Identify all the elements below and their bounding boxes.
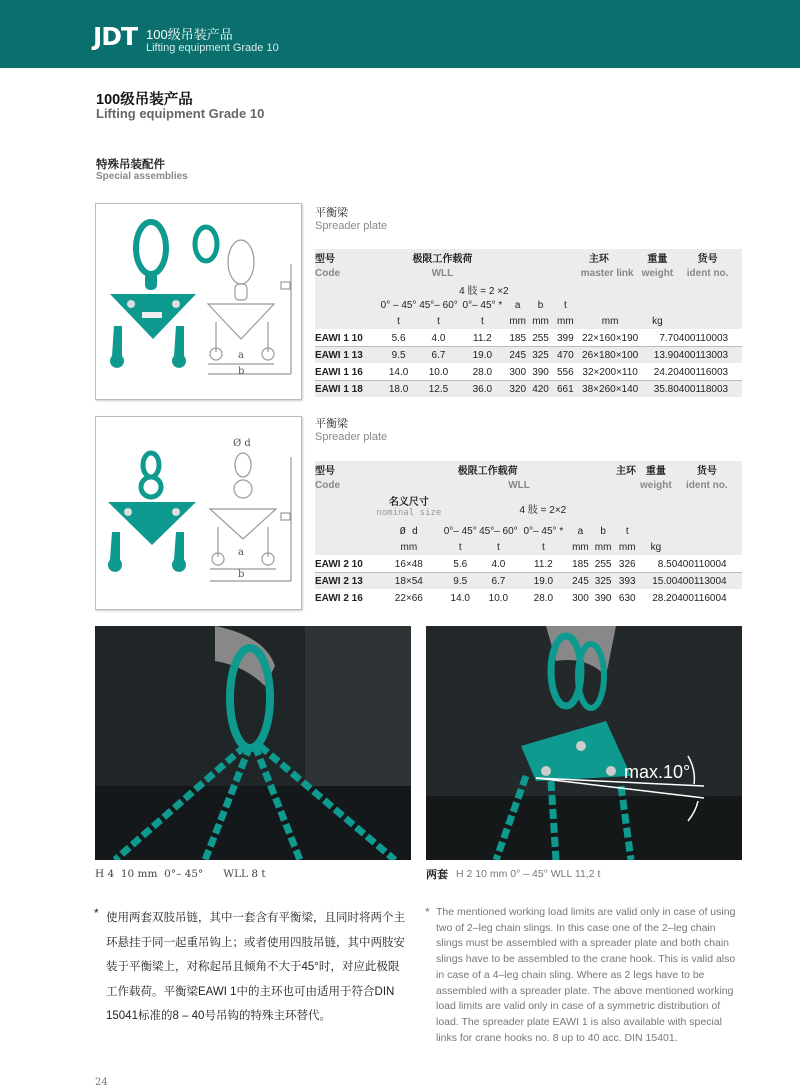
- value-cell: 255: [594, 558, 612, 570]
- value-cell: 325: [592, 573, 615, 590]
- legs-label: 4 肢 = 2 ×2: [379, 281, 529, 297]
- section-title-en: Special assemblies: [96, 171, 188, 182]
- value-cell: 9.5: [379, 347, 419, 364]
- dimension-a-label: a: [238, 547, 244, 558]
- ident-header-cn: 货号: [672, 461, 742, 477]
- value-cell: 661: [552, 381, 579, 398]
- ident-cell: 0400110004: [671, 558, 727, 570]
- product2-name-cn: 平衡梁: [315, 418, 348, 430]
- value-cell: 255: [532, 332, 549, 344]
- value-cell: 18×54: [376, 573, 441, 590]
- value-cell: 28.2: [652, 592, 672, 604]
- table-row: [315, 364, 742, 381]
- unit-cell: t: [441, 539, 479, 556]
- unit-cell: mm: [614, 539, 640, 556]
- value-cell: 28.0: [533, 592, 554, 604]
- weight-header-cn: 重量: [640, 461, 672, 477]
- dimension-b-label: b: [238, 366, 245, 377]
- code-cell: EAWI 2 10: [315, 558, 363, 570]
- value-cell: 300: [572, 592, 589, 604]
- value-cell: 32×200×110: [582, 366, 638, 378]
- value-cell: 630: [618, 592, 636, 604]
- value-cell: 26×180×100: [579, 347, 642, 364]
- code-header-en: Code: [315, 265, 379, 281]
- angle-header: 0°– 45° *: [518, 523, 569, 539]
- value-cell: 7.7: [659, 332, 674, 344]
- value-cell: 36.0: [458, 381, 506, 398]
- unit-cell: mm: [569, 539, 592, 556]
- value-cell: 14.0: [388, 366, 409, 378]
- value-cell: 35.8: [642, 381, 674, 398]
- value-cell: 11.2: [473, 332, 492, 344]
- unit-cell: mm: [579, 313, 642, 330]
- value-cell: 38×260×140: [579, 381, 642, 398]
- value-cell: 28.0: [472, 366, 493, 378]
- spreader-angle-photo: [426, 626, 742, 860]
- nominal-size-cn: 名义尺寸: [388, 497, 429, 508]
- value-cell: 11.2: [534, 558, 553, 570]
- dim-header: t: [614, 523, 640, 539]
- angle-header: 0° – 45°: [379, 297, 419, 313]
- value-cell: 245: [569, 573, 592, 590]
- nominal-size-en: nominal size: [376, 508, 442, 518]
- value-cell: 390: [594, 592, 612, 604]
- unit-cell: t: [518, 539, 569, 556]
- value-cell: 13.9: [642, 347, 674, 364]
- value-cell: 300: [509, 366, 527, 378]
- wll-header-en: WLL: [376, 477, 591, 493]
- ident-cell: 0400113004: [672, 573, 742, 590]
- code-cell: EAWI 2 16: [315, 592, 363, 604]
- value-cell: 10.0: [488, 592, 509, 604]
- unit-cell: mm: [376, 539, 441, 556]
- master-link-header-cn: 主环: [506, 249, 641, 265]
- unit-cell: mm: [506, 313, 529, 330]
- dimension-b-label: b: [238, 569, 245, 580]
- dim-header: a: [569, 523, 592, 539]
- value-cell: 19.0: [458, 347, 506, 364]
- code-cell: EAWI 1 13: [315, 347, 379, 364]
- footnote-cn: 使用两套双肢吊链，其中一套含有平衡梁，且同时将两个主环悬挂于同一起重吊钩上；或者使用四肢吊链，其中两肢安装于平衡梁上，对称起吊且倾角不大于45°时，对应此极限工作载荷。平衡梁EAWI 1中的主环也可由适用于符合DIN 15041标准的8 – 40号吊钩的特殊主环替代。: [106, 912, 405, 1022]
- value-cell: 24.2: [653, 366, 674, 378]
- wll-header-en: WLL: [379, 265, 507, 281]
- value-cell: 16×48: [394, 558, 423, 570]
- table-row: [315, 556, 742, 573]
- value-cell: 325: [529, 347, 552, 364]
- value-cell: 393: [614, 573, 640, 590]
- photo2-caption-cn: 两套: [426, 869, 448, 881]
- angle-header: 0°– 45° *: [458, 297, 506, 313]
- table-row: [315, 573, 742, 590]
- value-cell: 22×160×190: [582, 332, 639, 344]
- code-cell: EAWI 2 13: [315, 573, 376, 590]
- ident-cell: 0400110003: [673, 332, 729, 344]
- value-cell: 9.5: [441, 573, 479, 590]
- unit-cell: t: [379, 313, 419, 330]
- value-cell: 12.5: [419, 381, 459, 398]
- code-header-en: Code: [315, 477, 376, 493]
- value-cell: 399: [556, 332, 574, 344]
- photo-spreader-angle: [426, 626, 742, 860]
- value-cell: 6.7: [479, 573, 518, 590]
- code-cell: EAWI 1 10: [315, 332, 363, 344]
- four-leg-chain-photo: [95, 626, 411, 860]
- table-row: [315, 330, 742, 347]
- note-cn-asterisk: *: [94, 906, 99, 920]
- wll-header-cn: 极限工作载荷: [379, 249, 507, 265]
- product1-name-cn: 平衡梁: [315, 207, 348, 219]
- brand-logo: JDT: [93, 22, 138, 51]
- weight-header-en: weight: [642, 265, 674, 281]
- value-cell: 470: [552, 347, 579, 364]
- page-number: 24: [95, 1077, 108, 1088]
- dim-header: b: [529, 297, 552, 313]
- page-title-en: Lifting equipment Grade 10: [96, 106, 265, 121]
- ident-header-cn: 货号: [673, 249, 742, 265]
- value-cell: 6.7: [419, 347, 459, 364]
- value-cell: 8.5: [657, 558, 672, 570]
- product1-spec-table: [315, 249, 742, 397]
- dim-header: b: [592, 523, 615, 539]
- ident-cell: 0400118003: [673, 381, 742, 398]
- weight-header-cn: 重量: [642, 249, 674, 265]
- code-cell: EAWI 1 16: [315, 366, 363, 378]
- value-cell: 245: [506, 347, 529, 364]
- note-en-asterisk: *: [425, 905, 430, 919]
- table-head-cn-row: [315, 249, 742, 265]
- value-cell: 5.6: [391, 332, 406, 344]
- dimension-d-label: Ø d: [233, 438, 251, 449]
- value-cell: 320: [506, 381, 529, 398]
- footnote-en: The mentioned working load limits are valid only in case of using two of 2–leg chain slings. In this case one of the 2–leg chain slings must be assembled with a spreader plate and both chain slings have to be assembled to the crane hook. This is valid also in case of a 4–leg chain sling. Where as 2 legs have to be assembled with a spreader plate. The above mentioned working load limits are valid only in case of a symmetric distribution of load. The spreader plate EAWI 1 is also available with special links for crane hooks no. 8 up to 40 acc. DIN 15401.: [436, 906, 736, 1044]
- value-cell: 420: [529, 381, 552, 398]
- header-title-cn: 100级吊装产品: [146, 27, 233, 42]
- ident-cell: 0400116004: [671, 592, 727, 604]
- unit-cell: t: [458, 313, 506, 330]
- product2-spec-table: [315, 461, 742, 606]
- spreader-plate-2-illustration: [96, 417, 301, 609]
- value-cell: 556: [556, 366, 574, 378]
- table-row: [315, 347, 742, 364]
- page-title-cn: 100级吊装产品: [96, 92, 193, 108]
- product2-image-box: [95, 416, 302, 610]
- unit-cell: t: [419, 313, 459, 330]
- unit-cell: mm: [529, 313, 552, 330]
- code-header-cn: 型号: [315, 249, 379, 265]
- diameter-header: Ø d: [376, 523, 441, 539]
- value-cell: 390: [532, 366, 549, 378]
- unit-cell: kg: [640, 539, 672, 556]
- ident-cell: 0400113003: [673, 347, 742, 364]
- value-cell: 185: [572, 558, 589, 570]
- unit-cell: mm: [592, 539, 615, 556]
- value-cell: 185: [509, 332, 527, 344]
- value-cell: 15.0: [640, 573, 672, 590]
- dim-header: t: [552, 297, 579, 313]
- value-cell: 19.0: [518, 573, 569, 590]
- header-title-en: Lifting equipment Grade 10: [146, 42, 279, 54]
- section-title-cn: 特殊吊装配件: [96, 159, 165, 171]
- table-row: [315, 590, 742, 607]
- code-cell: EAWI 1 18: [315, 381, 379, 398]
- photo-four-leg-sling: [95, 626, 411, 860]
- dim-header: a: [506, 297, 529, 313]
- product1-name-en: Spreader plate: [315, 220, 388, 232]
- max-angle-label: max.10°: [624, 762, 691, 782]
- code-header-cn: 型号: [315, 461, 376, 477]
- table-row: [315, 381, 742, 398]
- legs-label: 4 肢 = 2×2: [441, 493, 614, 523]
- dimension-a-label: a: [238, 350, 244, 361]
- unit-cell: mm: [552, 313, 579, 330]
- product1-image-box: [95, 203, 302, 400]
- wll-header-cn: 极限工作载荷: [376, 461, 517, 477]
- unit-cell: t: [479, 539, 518, 556]
- angle-header: 45°– 60°: [419, 297, 459, 313]
- ident-header-en: ident no.: [673, 265, 742, 281]
- table-head-en-row: [315, 265, 742, 281]
- value-cell: 10.0: [428, 366, 449, 378]
- master-link-header-en: master link: [506, 265, 641, 281]
- product2-name-en: Spreader plate: [315, 431, 388, 443]
- ident-header-en: ident no.: [672, 477, 742, 493]
- value-cell: 4.0: [491, 558, 506, 570]
- weight-header-en: weight: [640, 477, 672, 493]
- master-link-header-cn: 主环: [518, 461, 640, 477]
- value-cell: 18.0: [379, 381, 419, 398]
- angle-header: 0°– 45°: [441, 523, 479, 539]
- value-cell: 5.6: [453, 558, 468, 570]
- photo2-caption: H 2 10 mm 0° – 45° WLL 11,2 t: [456, 868, 601, 880]
- value-cell: 326: [618, 558, 636, 570]
- unit-cell: kg: [642, 313, 674, 330]
- value-cell: 22×66: [394, 592, 423, 604]
- value-cell: 14.0: [450, 592, 470, 604]
- value-cell: 4.0: [431, 332, 446, 344]
- spreader-plate-1-illustration: [96, 204, 301, 399]
- angle-header: 45°– 60°: [479, 523, 518, 539]
- photo1-caption: H 4 10 mm 0°– 45° WLL 8 t: [95, 868, 266, 880]
- ident-cell: 0400116003: [673, 366, 729, 378]
